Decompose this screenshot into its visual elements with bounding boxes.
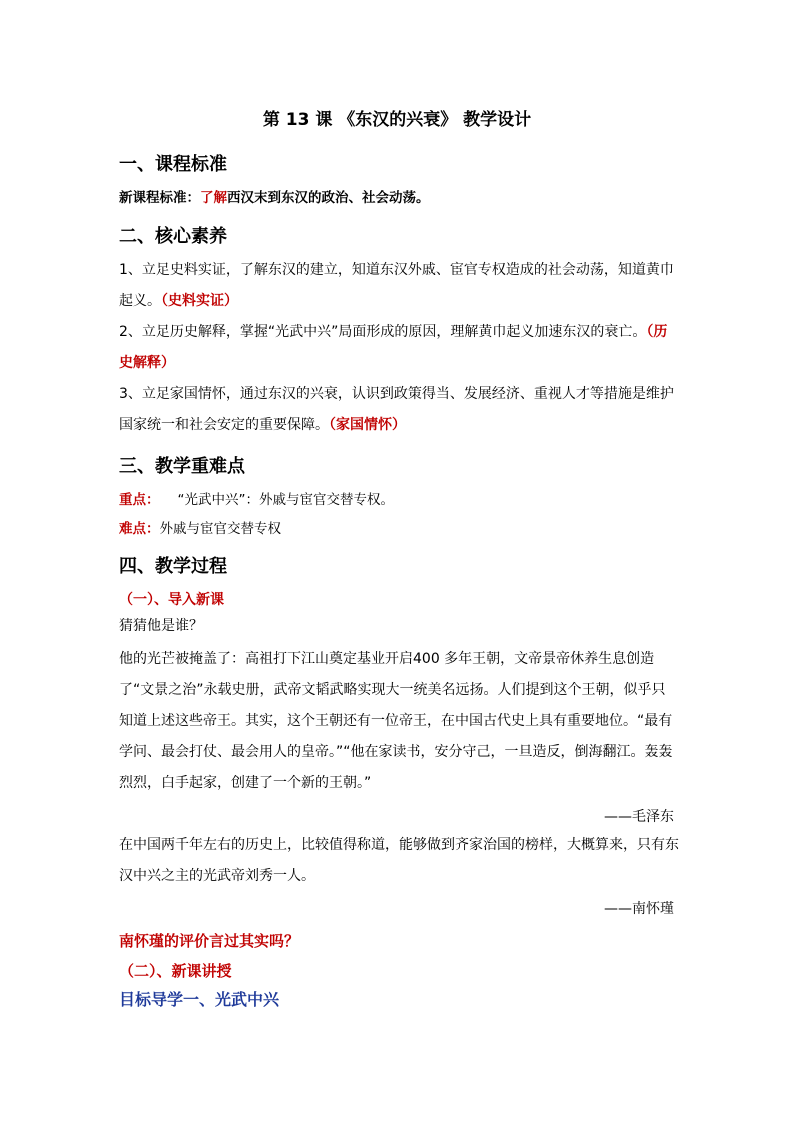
guess-prompt: 猜猜他是谁？: [119, 618, 203, 634]
key-point-label: 重点：: [119, 492, 160, 508]
core-literacy-item-3: [119, 379, 679, 441]
core-literacy-item-2: [119, 317, 679, 379]
core-literacy-tag: （历史解释）: [119, 324, 668, 371]
intro-paragraph: 他的光芒被掩盖了：高祖打下江山奠定基业开启400 多年王朝，文帝景帝休养生息创造了“文景之治”永载史册，武帝文韬武略实现大一统美名远扬。人们提到这个王朝，似乎只知道上述这些帝王。其实，这个王朝还有一位帝王，在中国古代史上具有重要地位。“最有学问、最会打仗、最会用人的皇帝。”“他在家读书，安分守己，一旦造反，倒海翻江。轰轰烈烈，白手起家，创建了一个新的王朝。”: [119, 651, 673, 791]
core-literacy-item-1: [119, 255, 679, 317]
difficult-point: [119, 517, 281, 537]
goal-heading-1: 目标导学一、光武中兴: [119, 990, 280, 1009]
core-literacy-text: 2、立足历史解释，掌握“光武中兴”局面形成的原因，理解黄巾起义加速东汉的衰亡。: [119, 324, 647, 340]
key-point: [119, 488, 394, 508]
quote-source-nan: ——南怀瑾: [604, 901, 674, 917]
core-literacy-text: 1、立足史料实证，了解东汉的建立，知道东汉外戚、宦官专权造成的社会动荡，知道黄巾起义。: [119, 262, 674, 309]
step-heading-new-lesson: （二）、新课讲授: [119, 962, 232, 980]
core-literacy-tag: （史料实证）: [161, 293, 238, 309]
difficult-point-text: 外戚与宦官交替专权: [159, 521, 281, 537]
section-heading-core-literacy: 二、核心素养: [119, 226, 227, 247]
standard-label: 新课程标准：: [119, 190, 200, 206]
document-title: 第 13 课 《东汉的兴衰》 教学设计: [262, 110, 532, 130]
section-heading-process: 四、教学过程: [119, 556, 227, 577]
quote-source-mao: ——毛泽东: [604, 809, 674, 825]
step-heading-intro: （一）、导入新课: [119, 592, 224, 608]
curriculum-standard: [119, 186, 430, 206]
section-heading-curriculum: 一、课程标准: [119, 154, 227, 175]
standard-keyword: 了解: [200, 190, 227, 206]
section-heading-key-difficult: 三、教学重难点: [119, 456, 245, 477]
standard-text: 西汉末到东汉的政治、社会动荡。: [227, 190, 430, 206]
core-literacy-text: 3、立足家国情怀，通过东汉的兴衰，认识到政策得当、发展经济、重视人才等措施是维护国家统一和社会安定的重要保障。: [119, 386, 674, 433]
difficult-point-label: 难点：: [119, 521, 160, 537]
key-point-text: “光武中兴”：外戚与宦官交替专权。: [177, 492, 394, 508]
discussion-question: 南怀瑾的评价言过其实吗？: [119, 932, 300, 950]
quote-paragraph-nan: 在中国两千年左右的历史上，比较值得称道，能够做到齐家治国的榜样，大概算来，只有东汉中兴之主的光武帝刘秀一人。: [119, 837, 679, 884]
core-literacy-tag: （家国情怀）: [329, 417, 406, 433]
